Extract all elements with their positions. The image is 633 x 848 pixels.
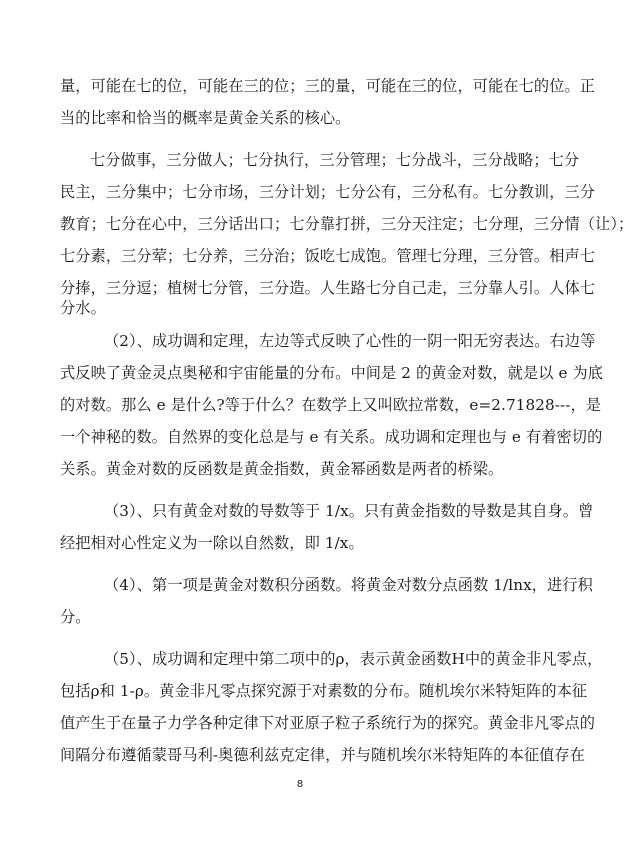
paragraph-line: 间隔分布遵循蒙哥马利-奥德利兹克定律，并与随机埃尔米特矩阵的本征值存在 — [60, 746, 586, 764]
paragraph-line: 民主，三分集中；七分市场，三分计划；七分公有，三分私有。七分教训，三分 — [60, 183, 596, 201]
paragraph-line: 七分做事，三分做人；七分执行，三分管理；七分战斗，三分战略；七分 — [90, 151, 580, 169]
paragraph-line: （3）、只有黄金对数的导数等于 1/x。只有黄金指数的导数是其自身。曾 — [104, 502, 594, 520]
paragraph-line: 当的比率和恰当的概率是黄金关系的核心。 — [60, 109, 351, 127]
paragraph-line: 分捧，三分逗；植树七分管，三分造。人生路七分自己走，三分靠人引。人体七 — [60, 279, 596, 297]
paragraph-line: （2）、成功调和定理，左边等式反映了心性的一阴一阳无穷表达。右边等 — [104, 332, 596, 350]
paragraph-line: 值产生于在量子力学各种定律下对亚原子粒子系统行为的探究。黄金非凡零点的 — [60, 714, 596, 732]
paragraph-line: 的对数。那么 e 是什么?等于什么？在数学上又叫欧拉常数，e=2.71828---，是 — [60, 396, 602, 414]
paragraph-line: 教育；七分在心中，三分话出口；七分靠打拼，三分天注定；七分理，三分情（让）； — [60, 215, 633, 233]
paragraph-line: 关系。黄金对数的反函数是黄金指数，黄金幂函数是两者的桥梁。 — [60, 460, 504, 478]
paragraph-line: （5）、成功调和定理中第二项中的ρ，表示黄金函数H中的黄金非凡零点， — [104, 650, 603, 668]
paragraph-line: （4）、第一项是黄金对数积分函数。将黄金对数分点函数 1/lnx，进行积 — [104, 576, 593, 594]
paragraph-line: 式反映了黄金灵点奥秘和宇宙能量的分布。中间是 2 的黄金对数，就是以 e 为底 — [60, 364, 604, 382]
paragraph-line: 七分素，三分荤；七分养，三分治；饭吃七成饱。管理七分理，三分管。相声七 — [60, 247, 596, 265]
paragraph-line: 量，可能在七的位，可能在三的位；三的量，可能在三的位，可能在七的位。正 — [60, 77, 596, 95]
paragraph-line: 一个神秘的数。自然界的变化总是与 e 有关系。成功调和定理也与 e 有着密切的 — [60, 428, 603, 446]
page-number: 8 — [296, 779, 304, 790]
paragraph-line: 经把相对心性定义为一除以自然数，即 1/x。 — [60, 534, 364, 552]
paragraph-line: 分。 — [60, 608, 91, 626]
paragraph-line: 分水。 — [60, 299, 106, 317]
paragraph-line: 包括ρ和 1-ρ。黄金非凡零点探究源于对素数的分布。随机埃尔米特矩阵的本征 — [60, 682, 588, 700]
